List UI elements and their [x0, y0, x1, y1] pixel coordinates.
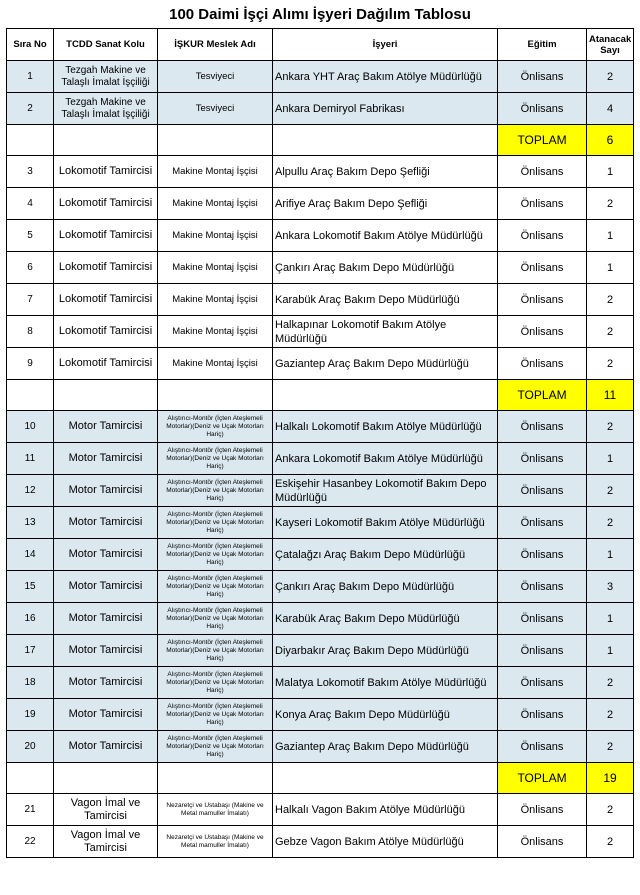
- row-number: 1: [7, 61, 54, 93]
- table-row: [7, 348, 634, 380]
- total-row: [7, 380, 634, 411]
- isyeri-cell: Alpullu Araç Bakım Depo Şefliği: [273, 156, 498, 188]
- atanacak-sayi-cell: 2: [587, 61, 634, 93]
- empty-cell: [54, 380, 158, 411]
- sanat-kolu-cell: Motor Tamircisi: [54, 507, 158, 539]
- empty-cell: [7, 763, 54, 794]
- table-row: [7, 252, 634, 284]
- table-row: [7, 411, 634, 443]
- isyeri-cell: Ankara Demiryol Fabrikası: [273, 93, 498, 125]
- toplam-value: 19: [587, 763, 634, 794]
- row-number: 5: [7, 220, 54, 252]
- meslek-adi-cell: Tesviyeci: [158, 61, 273, 93]
- sanat-kolu-cell: Lokomotif Tamircisi: [54, 284, 158, 316]
- empty-cell: [7, 125, 54, 156]
- sanat-kolu-cell: Motor Tamircisi: [54, 475, 158, 507]
- total-row: [7, 125, 634, 156]
- egitim-cell: Önlisans: [498, 443, 587, 475]
- atanacak-sayi-cell: 2: [587, 507, 634, 539]
- egitim-cell: Önlisans: [498, 699, 587, 731]
- isyeri-cell: Kayseri Lokomotif Bakım Atölye Müdürlüğü: [273, 507, 498, 539]
- sanat-kolu-cell: Lokomotif Tamircisi: [54, 348, 158, 380]
- atanacak-sayi-cell: 2: [587, 699, 634, 731]
- atanacak-sayi-cell: 2: [587, 348, 634, 380]
- table-row: [7, 507, 634, 539]
- atanacak-sayi-cell: 1: [587, 539, 634, 571]
- meslek-adi-cell: Alıştırıcı-Montör (İçten Ateşlemeli Motorlar)(Deniz ve Uçak Motorları Hariç): [158, 443, 273, 475]
- row-number: 4: [7, 188, 54, 220]
- sanat-kolu-cell: Motor Tamircisi: [54, 411, 158, 443]
- sanat-kolu-cell: Motor Tamircisi: [54, 731, 158, 763]
- header-row: [7, 29, 634, 61]
- row-number: 8: [7, 316, 54, 348]
- row-number: 9: [7, 348, 54, 380]
- distribution-table: [6, 28, 634, 858]
- isyeri-cell: Gaziantep Araç Bakım Depo Müdürlüğü: [273, 348, 498, 380]
- sanat-kolu-cell: Lokomotif Tamircisi: [54, 316, 158, 348]
- row-number: 21: [7, 794, 54, 826]
- egitim-cell: Önlisans: [498, 284, 587, 316]
- sanat-kolu-cell: Vagon İmal ve Tamircisi: [54, 794, 158, 826]
- egitim-cell: Önlisans: [498, 667, 587, 699]
- table-row: [7, 603, 634, 635]
- egitim-cell: Önlisans: [498, 252, 587, 284]
- table-row: [7, 731, 634, 763]
- meslek-adi-cell: Alıştırıcı-Montör (İçten Ateşlemeli Motorlar)(Deniz ve Uçak Motorları Hariç): [158, 411, 273, 443]
- egitim-cell: Önlisans: [498, 411, 587, 443]
- sanat-kolu-cell: Motor Tamircisi: [54, 539, 158, 571]
- sanat-kolu-cell: Motor Tamircisi: [54, 667, 158, 699]
- empty-cell: [54, 763, 158, 794]
- atanacak-sayi-cell: 2: [587, 826, 634, 858]
- isyeri-cell: Çankırı Araç Bakım Depo Müdürlüğü: [273, 571, 498, 603]
- toplam-value: 11: [587, 380, 634, 411]
- isyeri-cell: Eskişehir Hasanbey Lokomotif Bakım Depo Müdürlüğü: [273, 475, 498, 507]
- toplam-label: TOPLAM: [498, 763, 587, 794]
- meslek-adi-cell: Makine Montaj İşçisi: [158, 348, 273, 380]
- egitim-cell: Önlisans: [498, 507, 587, 539]
- meslek-adi-cell: Nezaretçi ve Ustabaşı (Makine ve Metal mamuller İmalatı): [158, 794, 273, 826]
- row-number: 6: [7, 252, 54, 284]
- sanat-kolu-cell: Motor Tamircisi: [54, 571, 158, 603]
- meslek-adi-cell: Makine Montaj İşçisi: [158, 220, 273, 252]
- atanacak-sayi-cell: 1: [587, 443, 634, 475]
- table-row: [7, 667, 634, 699]
- sanat-kolu-cell: Motor Tamircisi: [54, 635, 158, 667]
- isyeri-cell: Gaziantep Araç Bakım Depo Müdürlüğü: [273, 731, 498, 763]
- egitim-cell: Önlisans: [498, 731, 587, 763]
- atanacak-sayi-cell: 2: [587, 731, 634, 763]
- meslek-adi-cell: Alıştırıcı-Montör (İçten Ateşlemeli Motorlar)(Deniz ve Uçak Motorları Hariç): [158, 667, 273, 699]
- atanacak-sayi-cell: 1: [587, 252, 634, 284]
- isyeri-cell: Karabük Araç Bakım Depo Müdürlüğü: [273, 284, 498, 316]
- isyeri-cell: Karabük Araç Bakım Depo Müdürlüğü: [273, 603, 498, 635]
- header-sanat-kolu: TCDD Sanat Kolu: [54, 29, 158, 61]
- sanat-kolu-cell: Lokomotif Tamircisi: [54, 220, 158, 252]
- isyeri-cell: Çankırı Araç Bakım Depo Müdürlüğü: [273, 252, 498, 284]
- egitim-cell: Önlisans: [498, 794, 587, 826]
- sanat-kolu-cell: Motor Tamircisi: [54, 603, 158, 635]
- table-row: [7, 699, 634, 731]
- table-row: [7, 316, 634, 348]
- row-number: 13: [7, 507, 54, 539]
- table-row: [7, 443, 634, 475]
- atanacak-sayi-cell: 2: [587, 284, 634, 316]
- meslek-adi-cell: Makine Montaj İşçisi: [158, 316, 273, 348]
- egitim-cell: Önlisans: [498, 220, 587, 252]
- header-sira-no: Sıra No: [7, 29, 54, 61]
- egitim-cell: Önlisans: [498, 475, 587, 507]
- isyeri-cell: Diyarbakır Araç Bakım Depo Müdürlüğü: [273, 635, 498, 667]
- isyeri-cell: Ankara YHT Araç Bakım Atölye Müdürlüğü: [273, 61, 498, 93]
- header-meslek-adi: İŞKUR Meslek Adı: [158, 29, 273, 61]
- table-row: [7, 794, 634, 826]
- row-number: 17: [7, 635, 54, 667]
- egitim-cell: Önlisans: [498, 348, 587, 380]
- empty-cell: [273, 763, 498, 794]
- atanacak-sayi-cell: 1: [587, 220, 634, 252]
- sanat-kolu-cell: Motor Tamircisi: [54, 699, 158, 731]
- egitim-cell: Önlisans: [498, 635, 587, 667]
- isyeri-cell: Halkapınar Lokomotif Bakım Atölye Müdürlüğü: [273, 316, 498, 348]
- meslek-adi-cell: Alıştırıcı-Montör (İçten Ateşlemeli Motorlar)(Deniz ve Uçak Motorları Hariç): [158, 731, 273, 763]
- atanacak-sayi-cell: 1: [587, 635, 634, 667]
- atanacak-sayi-cell: 2: [587, 316, 634, 348]
- row-number: 20: [7, 731, 54, 763]
- isyeri-cell: Çatalağzı Araç Bakım Depo Müdürlüğü: [273, 539, 498, 571]
- empty-cell: [158, 763, 273, 794]
- page-title: 100 Daimi İşçi Alımı İşyeri Dağılım Tablosu: [169, 6, 471, 23]
- meslek-adi-cell: Nezaretçi ve Ustabaşı (Makine ve Metal mamuller İmalatı): [158, 826, 273, 858]
- row-number: 12: [7, 475, 54, 507]
- toplam-label: TOPLAM: [498, 125, 587, 156]
- meslek-adi-cell: Alıştırıcı-Montör (İçten Ateşlemeli Motorlar)(Deniz ve Uçak Motorları Hariç): [158, 475, 273, 507]
- row-number: 15: [7, 571, 54, 603]
- isyeri-cell: Arifiye Araç Bakım Depo Şefliği: [273, 188, 498, 220]
- meslek-adi-cell: Makine Montaj İşçisi: [158, 284, 273, 316]
- atanacak-sayi-cell: 2: [587, 411, 634, 443]
- table-row: [7, 93, 634, 125]
- meslek-adi-cell: Alıştırıcı-Montör (İçten Ateşlemeli Motorlar)(Deniz ve Uçak Motorları Hariç): [158, 539, 273, 571]
- table-row: [7, 635, 634, 667]
- empty-cell: [273, 125, 498, 156]
- empty-cell: [158, 380, 273, 411]
- meslek-adi-cell: Tesviyeci: [158, 93, 273, 125]
- sanat-kolu-cell: Vagon İmal ve Tamircisi: [54, 826, 158, 858]
- row-number: 3: [7, 156, 54, 188]
- sanat-kolu-cell: Tezgah Makine ve Talaşlı İmalat İşçiliği: [54, 61, 158, 93]
- sanat-kolu-cell: Tezgah Makine ve Talaşlı İmalat İşçiliği: [54, 93, 158, 125]
- isyeri-cell: Ankara Lokomotif Bakım Atölye Müdürlüğü: [273, 443, 498, 475]
- row-number: 18: [7, 667, 54, 699]
- total-row: [7, 763, 634, 794]
- atanacak-sayi-cell: 2: [587, 667, 634, 699]
- sanat-kolu-cell: Lokomotif Tamircisi: [54, 188, 158, 220]
- egitim-cell: Önlisans: [498, 61, 587, 93]
- meslek-adi-cell: Makine Montaj İşçisi: [158, 188, 273, 220]
- meslek-adi-cell: Alıştırıcı-Montör (İçten Ateşlemeli Motorlar)(Deniz ve Uçak Motorları Hariç): [158, 699, 273, 731]
- sanat-kolu-cell: Lokomotif Tamircisi: [54, 252, 158, 284]
- row-number: 22: [7, 826, 54, 858]
- toplam-value: 6: [587, 125, 634, 156]
- egitim-cell: Önlisans: [498, 826, 587, 858]
- row-number: 19: [7, 699, 54, 731]
- row-number: 16: [7, 603, 54, 635]
- toplam-label: TOPLAM: [498, 380, 587, 411]
- row-number: 2: [7, 93, 54, 125]
- meslek-adi-cell: Makine Montaj İşçisi: [158, 252, 273, 284]
- table-row: [7, 61, 634, 93]
- row-number: 11: [7, 443, 54, 475]
- meslek-adi-cell: Alıştırıcı-Montör (İçten Ateşlemeli Motorlar)(Deniz ve Uçak Motorları Hariç): [158, 635, 273, 667]
- sanat-kolu-cell: Motor Tamircisi: [54, 443, 158, 475]
- table-row: [7, 475, 634, 507]
- header-egitim: Eğitim: [498, 29, 587, 61]
- meslek-adi-cell: Alıştırıcı-Montör (İçten Ateşlemeli Motorlar)(Deniz ve Uçak Motorları Hariç): [158, 603, 273, 635]
- meslek-adi-cell: Alıştırıcı-Montör (İçten Ateşlemeli Motorlar)(Deniz ve Uçak Motorları Hariç): [158, 507, 273, 539]
- atanacak-sayi-cell: 3: [587, 571, 634, 603]
- row-number: 7: [7, 284, 54, 316]
- egitim-cell: Önlisans: [498, 316, 587, 348]
- atanacak-sayi-cell: 1: [587, 156, 634, 188]
- egitim-cell: Önlisans: [498, 93, 587, 125]
- table-row: [7, 539, 634, 571]
- table-row: [7, 284, 634, 316]
- empty-cell: [54, 125, 158, 156]
- isyeri-cell: Gebze Vagon Bakım Atölye Müdürlüğü: [273, 826, 498, 858]
- sanat-kolu-cell: Lokomotif Tamircisi: [54, 156, 158, 188]
- meslek-adi-cell: Makine Montaj İşçisi: [158, 156, 273, 188]
- egitim-cell: Önlisans: [498, 188, 587, 220]
- atanacak-sayi-cell: 1: [587, 603, 634, 635]
- row-number: 10: [7, 411, 54, 443]
- table-row: [7, 156, 634, 188]
- atanacak-sayi-cell: 2: [587, 188, 634, 220]
- empty-cell: [158, 125, 273, 156]
- table-row: [7, 188, 634, 220]
- isyeri-cell: Ankara Lokomotif Bakım Atölye Müdürlüğü: [273, 220, 498, 252]
- egitim-cell: Önlisans: [498, 571, 587, 603]
- atanacak-sayi-cell: 4: [587, 93, 634, 125]
- table-row: [7, 571, 634, 603]
- empty-cell: [273, 380, 498, 411]
- table-row: [7, 220, 634, 252]
- egitim-cell: Önlisans: [498, 603, 587, 635]
- table-row: [7, 826, 634, 858]
- isyeri-cell: Halkalı Lokomotif Bakım Atölye Müdürlüğü: [273, 411, 498, 443]
- atanacak-sayi-cell: 2: [587, 794, 634, 826]
- empty-cell: [7, 380, 54, 411]
- egitim-cell: Önlisans: [498, 156, 587, 188]
- egitim-cell: Önlisans: [498, 539, 587, 571]
- atanacak-sayi-cell: 2: [587, 475, 634, 507]
- header-atanacak-sayi: Atanacak Sayı: [587, 29, 634, 61]
- row-number: 14: [7, 539, 54, 571]
- meslek-adi-cell: Alıştırıcı-Montör (İçten Ateşlemeli Motorlar)(Deniz ve Uçak Motorları Hariç): [158, 571, 273, 603]
- isyeri-cell: Konya Araç Bakım Depo Müdürlüğü: [273, 699, 498, 731]
- header-isyeri: İşyeri: [273, 29, 498, 61]
- isyeri-cell: Malatya Lokomotif Bakım Atölye Müdürlüğü: [273, 667, 498, 699]
- isyeri-cell: Halkalı Vagon Bakım Atölye Müdürlüğü: [273, 794, 498, 826]
